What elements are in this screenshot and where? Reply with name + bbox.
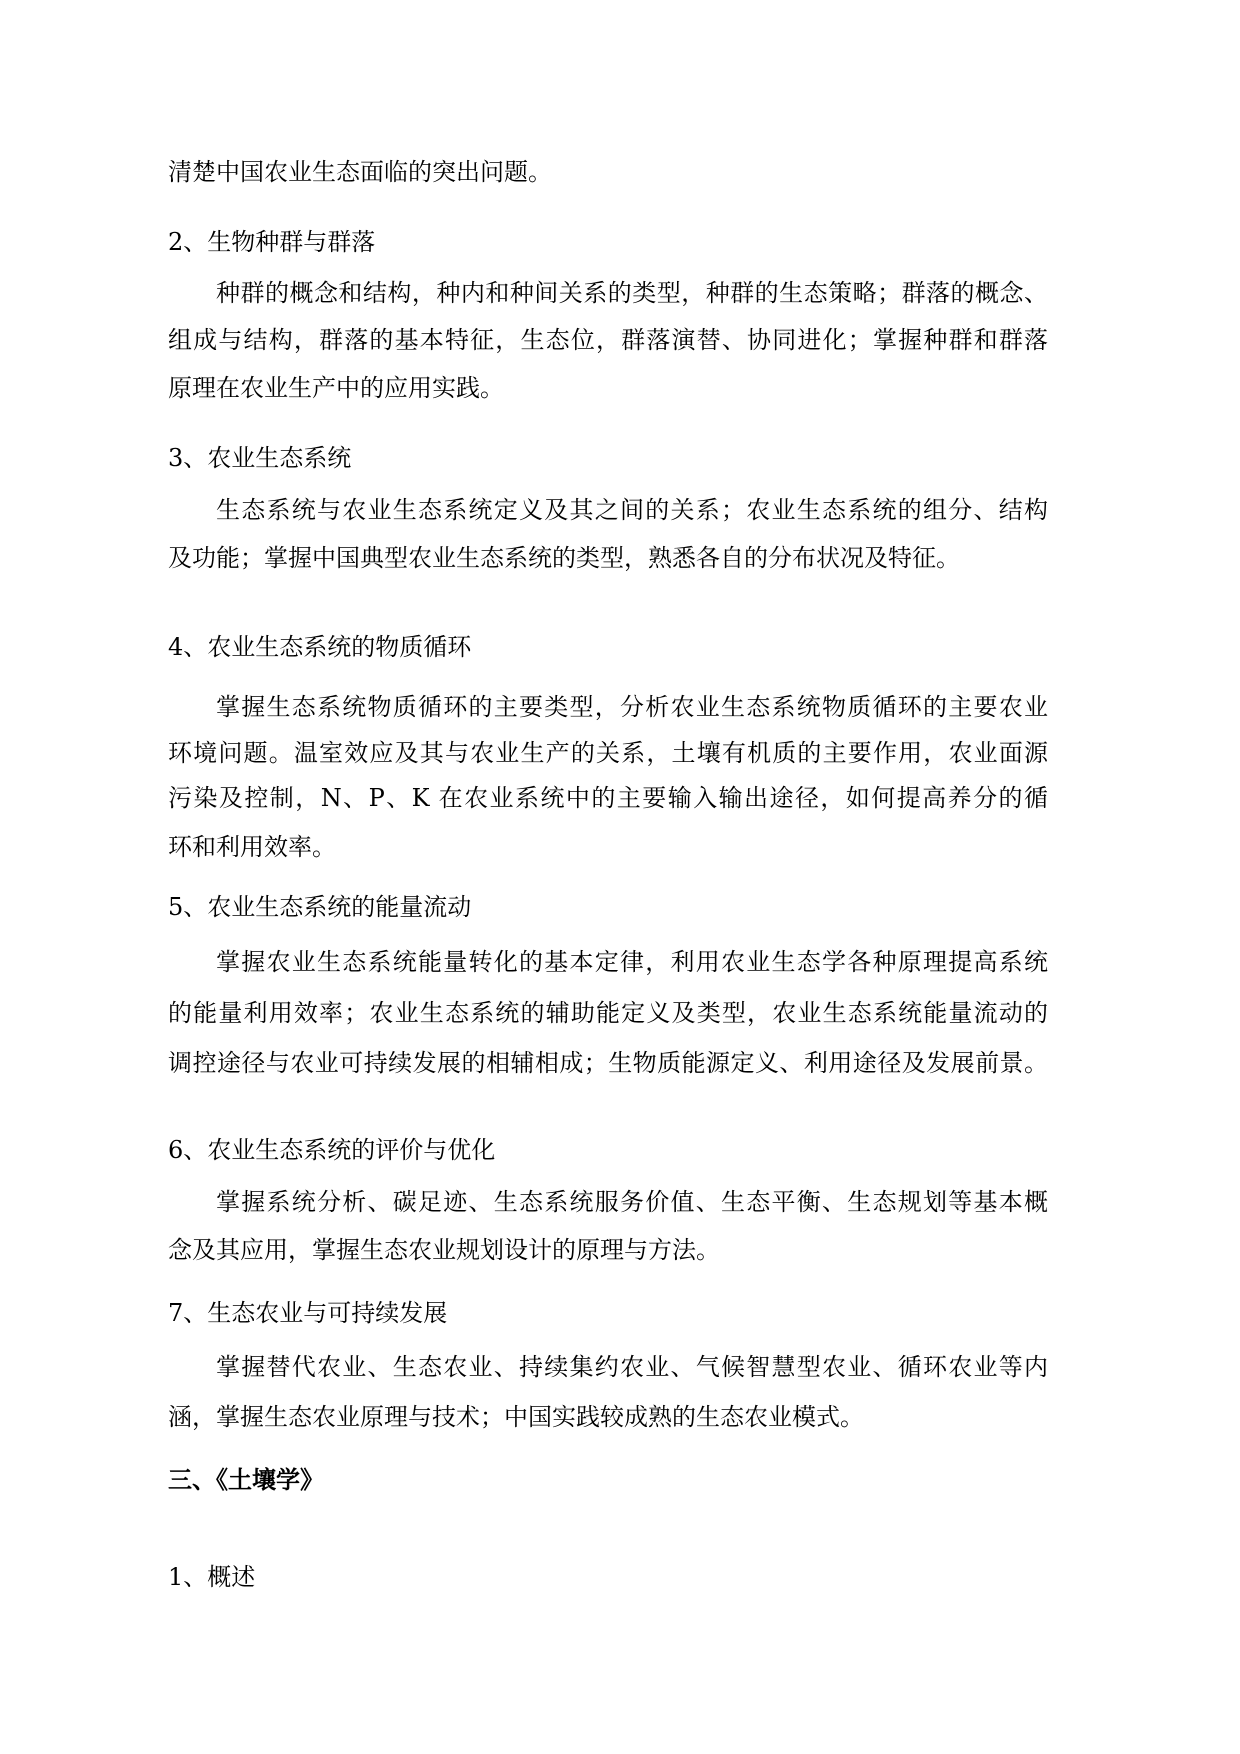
chapter-heading: 三、《土壤学》 (168, 1465, 324, 1494)
paragraph-last-line: 原理在农业生产中的应用实践。 (168, 374, 504, 402)
paragraph-first-line: 生态系统与农业生态系统定义及其之间的关系；农业生态系统的组分、结构 (216, 496, 1048, 524)
section-heading: 7、生态农业与可持续发展 (168, 1299, 448, 1327)
section-heading: 3、农业生态系统 (168, 444, 352, 472)
paragraph-first-line: 掌握替代农业、生态农业、持续集约农业、气候智慧型农业、循环农业等内 (216, 1353, 1048, 1381)
paragraph-last-line: 清楚中国农业生态面临的突出问题。 (168, 158, 552, 186)
paragraph-line: 调控途径与农业可持续发展的相辅相成；生物质能源定义、利用途径及发展前景。 (168, 1049, 1048, 1077)
paragraph-first-line: 种群的概念和结构，种内和种间关系的类型，种群的生态策略；群落的概念、 (216, 279, 1048, 307)
paragraph-last-line: 及功能；掌握中国典型农业生态系统的类型，熟悉各自的分布状况及特征。 (168, 544, 960, 572)
paragraph-line: 环境问题。温室效应及其与农业生产的关系，土壤有机质的主要作用，农业面源 (168, 739, 1048, 767)
paragraph-line: 污染及控制，N、P、K 在农业系统中的主要输入输出途径，如何提高养分的循 (168, 784, 1048, 812)
section-heading: 5、农业生态系统的能量流动 (168, 893, 472, 921)
paragraph-line: 组成与结构，群落的基本特征，生态位，群落演替、协同进化；掌握种群和群落 (168, 326, 1048, 354)
paragraph-last-line: 环和利用效率。 (168, 833, 336, 861)
paragraph-first-line: 掌握农业生态系统能量转化的基本定律，利用农业生态学各种原理提高系统 (216, 948, 1048, 976)
paragraph-last-line: 念及其应用，掌握生态农业规划设计的原理与方法。 (168, 1236, 720, 1264)
section-heading: 2、生物种群与群落 (168, 228, 376, 256)
paragraph-first-line: 掌握系统分析、碳足迹、生态系统服务价值、生态平衡、生态规划等基本概 (216, 1188, 1048, 1216)
paragraph-first-line: 掌握生态系统物质循环的主要类型，分析农业生态系统物质循环的主要农业 (216, 693, 1048, 721)
paragraph-line: 的能量利用效率；农业生态系统的辅助能定义及类型，农业生态系统能量流动的 (168, 999, 1048, 1027)
paragraph-last-line: 涵，掌握生态农业原理与技术；中国实践较成熟的生态农业模式。 (168, 1403, 864, 1431)
section-heading: 4、农业生态系统的物质循环 (168, 633, 472, 661)
section-heading: 6、农业生态系统的评价与优化 (168, 1136, 496, 1164)
section-heading: 1、概述 (168, 1563, 256, 1591)
